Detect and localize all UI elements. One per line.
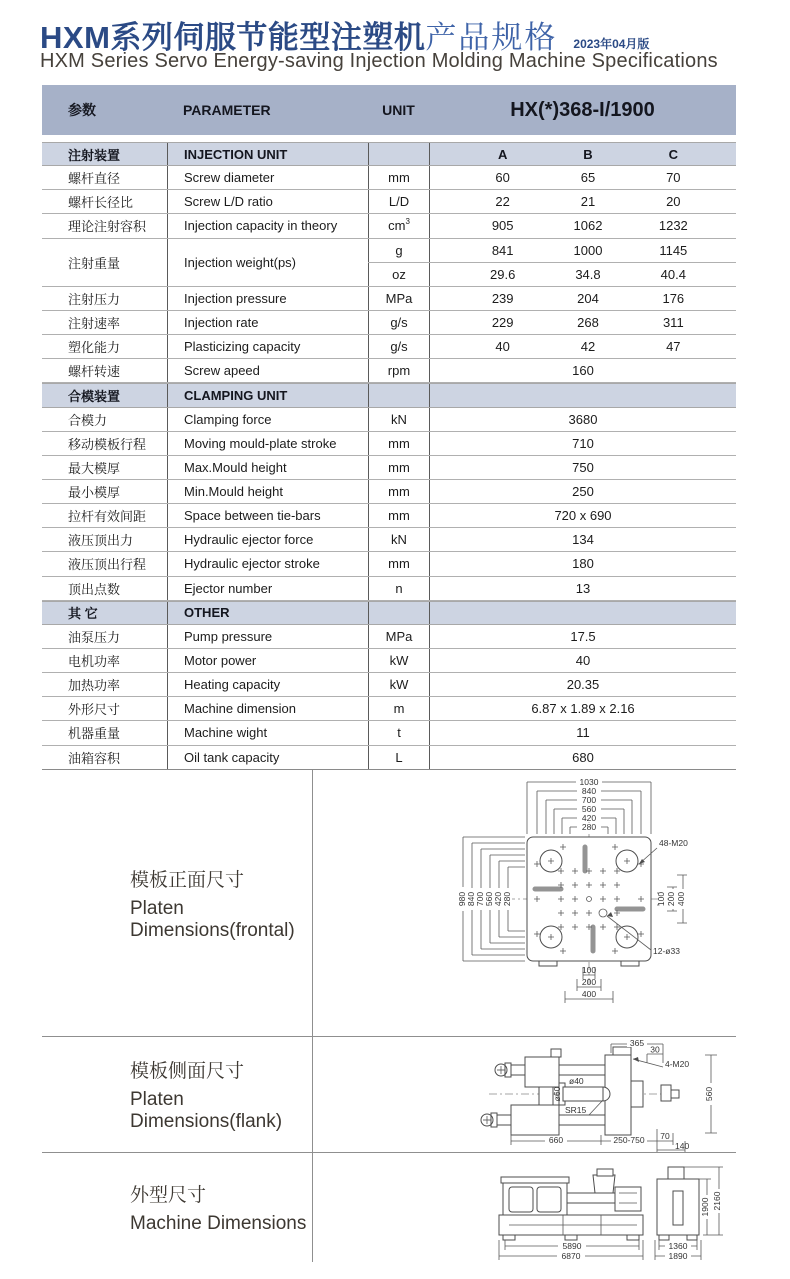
unit-cell: [368, 384, 429, 406]
value-a: 40: [495, 339, 510, 355]
section-row-other: [42, 601, 736, 625]
figure-row-frontal: [42, 770, 736, 1037]
param-zh-cell: 螺杆长径比: [68, 195, 134, 211]
figure-label-en: Platen Dimensions(flank): [130, 1089, 283, 1132]
values-cell: [429, 287, 736, 310]
param-zh-cell: 最大模厚: [68, 460, 121, 476]
figure-label-frontal: [42, 770, 313, 1036]
dim-label: 400: [676, 891, 686, 907]
value-b: 65: [580, 170, 596, 186]
unit-superscript: 3: [405, 217, 410, 227]
values-cell: 17.5: [429, 625, 736, 648]
rod-dia-label: ø40: [569, 1076, 584, 1086]
param-zh-cell: 注射速率: [68, 316, 121, 332]
dim-label: 560: [484, 891, 494, 907]
value-c: 176: [662, 290, 685, 306]
unit-cell: kN: [368, 528, 429, 551]
header-model: HX(*)368-I/1900: [510, 98, 655, 121]
figure-row-machine: [42, 1153, 736, 1262]
platen-frontal-drawing: [313, 770, 736, 1036]
unit-cell: m: [368, 697, 429, 720]
value-a: 229: [491, 315, 514, 331]
section-zh: 其 它: [68, 606, 98, 622]
table-row: [42, 456, 736, 480]
values-cell: 6.87 x 1.89 x 2.16: [429, 697, 736, 720]
unit-cell: mm: [368, 456, 429, 479]
unit-cell: mm: [368, 552, 429, 575]
dim-label: 1890: [668, 1251, 688, 1261]
dim-label: 660: [548, 1135, 564, 1145]
unit-cell: L/D: [368, 190, 429, 213]
dim-label: 70: [660, 1131, 670, 1141]
figure-label-en: Platen Dimensions(frontal): [130, 897, 295, 941]
section-row-clamping: [42, 383, 736, 407]
values-cell: 720 x 690: [429, 504, 736, 527]
param-zh-cell: 塑化能力: [68, 340, 121, 356]
param-en-cell: Motor power: [167, 649, 368, 672]
value-c: 311: [662, 315, 684, 331]
value-a: 60: [495, 170, 510, 186]
table-body: [42, 142, 736, 770]
unit-cell: n: [368, 577, 429, 600]
value-c: 1232: [658, 218, 688, 234]
dim-label: 560: [704, 1086, 714, 1102]
unit-cell: g/s: [368, 311, 429, 334]
abc-header: [429, 143, 736, 165]
sub-row-g: [368, 239, 736, 263]
param-en-cell: Ejector number: [167, 577, 368, 600]
param-en-cell: Screw diameter: [167, 166, 368, 189]
figure-label-zh: 外型尺寸: [130, 1185, 207, 1206]
values-cell: [429, 214, 736, 237]
param-zh-cell: 外形尺寸: [68, 702, 121, 718]
values-cell: [429, 602, 736, 624]
dim-label: 100: [581, 965, 597, 975]
values-cell: 20.35: [429, 673, 736, 696]
param-zh-cell: 加热功率: [68, 678, 121, 694]
dim-label: 1360: [668, 1241, 688, 1251]
values-cell: 180: [429, 552, 736, 575]
param-en-cell: Hydraulic ejector stroke: [167, 552, 368, 575]
values-cell: 11: [429, 721, 736, 744]
dim-label: 280: [502, 891, 512, 907]
value-b: 204: [577, 290, 599, 306]
value-b: 42: [580, 339, 596, 355]
dim-label: 200: [581, 977, 597, 987]
param-zh-cell: 最小模厚: [68, 485, 121, 501]
table-row: [42, 335, 736, 359]
values-cell: [429, 190, 736, 213]
param-zh-cell: 油箱容积: [68, 750, 121, 766]
value-a: 239: [491, 290, 514, 306]
unit-cell: t: [368, 721, 429, 744]
unit-cell: kW: [368, 673, 429, 696]
edition-label: 2023年04月版: [573, 37, 650, 51]
param-zh-cell: 注射重量: [68, 255, 121, 271]
unit-cell: rpm: [368, 359, 429, 382]
param-en-cell: Moving mould-plate stroke: [167, 432, 368, 455]
unit-cell: mm: [368, 166, 429, 189]
table-row: [42, 649, 736, 673]
table-header-row: [42, 85, 736, 135]
value-c: 70: [666, 170, 681, 186]
figure-section: [42, 770, 736, 1262]
value-b: 21: [580, 194, 596, 210]
value-b: 268: [577, 315, 599, 331]
param-en-cell: Injection weight(ps): [167, 239, 368, 286]
param-zh-cell: 螺杆转速: [68, 364, 121, 380]
unit-cell: mm: [368, 480, 429, 503]
dim-label: 140: [675, 1141, 690, 1151]
values-cell: [429, 239, 736, 262]
values-cell: [429, 311, 736, 334]
table-row: [42, 287, 736, 311]
dim-label: 700: [475, 891, 485, 907]
table-row: [42, 166, 736, 190]
unit-cell: mm: [368, 504, 429, 527]
unit-cell: L: [368, 746, 429, 769]
section-en: CLAMPING UNIT: [167, 384, 368, 406]
figure-cell-flank: [313, 1037, 736, 1152]
figure-row-flank: [42, 1037, 736, 1153]
values-cell: [429, 335, 736, 358]
param-zh-cell: 拉杆有效间距: [68, 509, 147, 525]
unit-cell: cm $^3$: [368, 214, 429, 237]
table-row: [42, 359, 736, 383]
param-en-cell: Min.Mould height: [167, 480, 368, 503]
callout-bolts-label: 48-M20: [659, 838, 688, 848]
sub-row-oz: [368, 263, 736, 286]
value-c: 1145: [659, 242, 688, 258]
table-row: [42, 311, 736, 335]
dim-label: 840: [466, 891, 476, 907]
section-zh: 合模装置: [68, 388, 121, 404]
param-en-cell: Screw apeed: [167, 359, 368, 382]
values-cell: [429, 166, 736, 189]
figure-label-zh: 模板正面尺寸: [130, 869, 245, 891]
param-zh-cell: 移动模板行程: [68, 436, 147, 452]
table-row: [42, 746, 736, 770]
unit-cell: [368, 143, 429, 165]
values-cell: 680: [429, 746, 736, 769]
param-en-cell: Machine wight: [167, 721, 368, 744]
table-row: [42, 697, 736, 721]
values-cell: 13: [429, 577, 736, 600]
value-c: 20: [666, 194, 681, 210]
table-row: [42, 190, 736, 214]
unit-cell: g: [368, 239, 429, 262]
values-cell: 710: [429, 432, 736, 455]
dim-label: 6870: [561, 1251, 581, 1261]
unit-cell: MPa: [368, 625, 429, 648]
spec-table: [42, 85, 736, 770]
bolt-label: 4-M20: [665, 1059, 690, 1069]
machine-drawing: [313, 1153, 736, 1262]
figure-cell-frontal: [313, 770, 736, 1036]
section-row-injection: [42, 142, 736, 166]
param-zh-cell: 注射压力: [68, 291, 121, 307]
value-a: 841: [491, 242, 514, 258]
dim-label: 400: [581, 989, 597, 999]
unit-cell: mm: [368, 432, 429, 455]
col-a-label: A: [497, 146, 508, 162]
section-zh: 注射装置: [68, 147, 121, 163]
dim-label: 700: [581, 795, 597, 805]
param-zh-cell: 顶出点数: [68, 581, 121, 597]
value-b: 1000: [573, 242, 603, 258]
value-b: 34.8: [575, 266, 601, 282]
callout-holes-label: 12-ø33: [653, 946, 680, 956]
platen-flank-drawing: [313, 1037, 736, 1152]
unit-cell: g/s: [368, 335, 429, 358]
col-c-label: C: [668, 146, 679, 162]
table-row: [42, 480, 736, 504]
param-en-cell: Screw L/D ratio: [167, 190, 368, 213]
table-row-double: [42, 239, 736, 287]
page-subtitle: HXM Series Servo Energy-saving Injection Molding Machine Specifications: [40, 50, 718, 72]
param-en-cell: Clamping force: [167, 408, 368, 431]
param-en-cell: Heating capacity: [167, 673, 368, 696]
hole-dia-label: ø60: [552, 1086, 562, 1102]
table-row: [42, 504, 736, 528]
unit-cell: oz: [368, 263, 429, 286]
col-b-label: B: [583, 146, 593, 162]
dim-label: 5890: [562, 1241, 582, 1251]
values-cell: 3680: [429, 408, 736, 431]
unit-cell: [368, 602, 429, 624]
value-a: 22: [495, 194, 510, 210]
param-en-cell: Plasticizing capacity: [167, 335, 368, 358]
dim-label: 980: [457, 891, 467, 907]
values-cell: [429, 384, 736, 406]
table-row: [42, 552, 736, 576]
figure-label-zh: 模板侧面尺寸: [130, 1061, 245, 1082]
dim-label: 420: [581, 813, 597, 823]
sphere-label: SR15: [565, 1105, 587, 1115]
figure-label-flank: [42, 1037, 313, 1152]
values-cell: 750: [429, 456, 736, 479]
dim-label: 560: [581, 804, 597, 814]
table-row: [42, 577, 736, 601]
param-zh-cell: 合模力: [68, 412, 108, 428]
dim-label: 1900: [700, 1197, 710, 1217]
value-c: 47: [666, 339, 681, 355]
section-en: INJECTION UNIT: [167, 143, 368, 165]
title-zh-bold: HXM系列伺服节能型注塑机: [40, 20, 426, 55]
unit-cell: kW: [368, 649, 429, 672]
param-en-cell: Hydraulic ejector force: [167, 528, 368, 551]
param-en-cell: Machine dimension: [167, 697, 368, 720]
section-en: OTHER: [167, 602, 368, 624]
param-zh-cell: 螺杆直径: [68, 171, 121, 187]
title-zh-light: 产品规格: [425, 20, 558, 55]
param-en-cell: Oil tank capacity: [167, 746, 368, 769]
values-cell: 250: [429, 480, 736, 503]
figure-label-en: Machine Dimensions: [130, 1213, 307, 1234]
param-zh-cell: 电机功率: [68, 654, 121, 670]
table-row: [42, 432, 736, 456]
header-param-en: PARAMETER: [183, 102, 271, 118]
param-en-cell: Injection pressure: [167, 287, 368, 310]
param-zh-cell: 理论注射容积: [68, 219, 147, 235]
header-param-zh: 参数: [68, 102, 96, 118]
values-cell: 160: [429, 359, 736, 382]
table-row: [42, 528, 736, 552]
value-a: 29.6: [490, 266, 516, 282]
param-zh-cell: 液压顶出行程: [68, 557, 147, 573]
table-row: [42, 214, 736, 238]
table-row: [42, 673, 736, 697]
dim-label: 250-750: [613, 1135, 645, 1145]
unit-cell: kN: [368, 408, 429, 431]
value-a: 905: [491, 218, 514, 234]
param-zh-cell: 机器重量: [68, 726, 121, 742]
unit-cell: MPa: [368, 287, 429, 310]
values-cell: 40: [429, 649, 736, 672]
table-row: [42, 625, 736, 649]
table-row: [42, 408, 736, 432]
param-en-cell: Injection rate: [167, 311, 368, 334]
dim-label: 840: [581, 786, 597, 796]
dim-label: 365: [629, 1038, 645, 1048]
value-b: 1062: [573, 218, 603, 234]
figure-cell-machine: [313, 1153, 736, 1262]
table-row: [42, 721, 736, 745]
param-zh-cell: 油泵压力: [68, 629, 121, 645]
dim-label: 100: [656, 891, 666, 907]
param-en-cell: Pump pressure: [167, 625, 368, 648]
param-en-cell: Space between tie-bars: [167, 504, 368, 527]
param-zh-cell: 液压顶出力: [68, 533, 134, 549]
dim-label: 420: [493, 891, 503, 907]
dim-label: 200: [666, 891, 676, 907]
dim-label: 1030: [579, 777, 599, 787]
figure-label-machine: [42, 1153, 313, 1262]
values-cell: 134: [429, 528, 736, 551]
dim-label: 280: [581, 822, 597, 832]
param-en-cell: Injection capacity in theory: [167, 214, 368, 237]
values-cell: [429, 263, 736, 286]
dim-label: 30: [650, 1044, 660, 1055]
header-unit: UNIT: [382, 102, 415, 118]
param-en-cell: Max.Mould height: [167, 456, 368, 479]
dim-label: 2160: [712, 1191, 722, 1211]
value-c: 40.4: [660, 266, 686, 282]
